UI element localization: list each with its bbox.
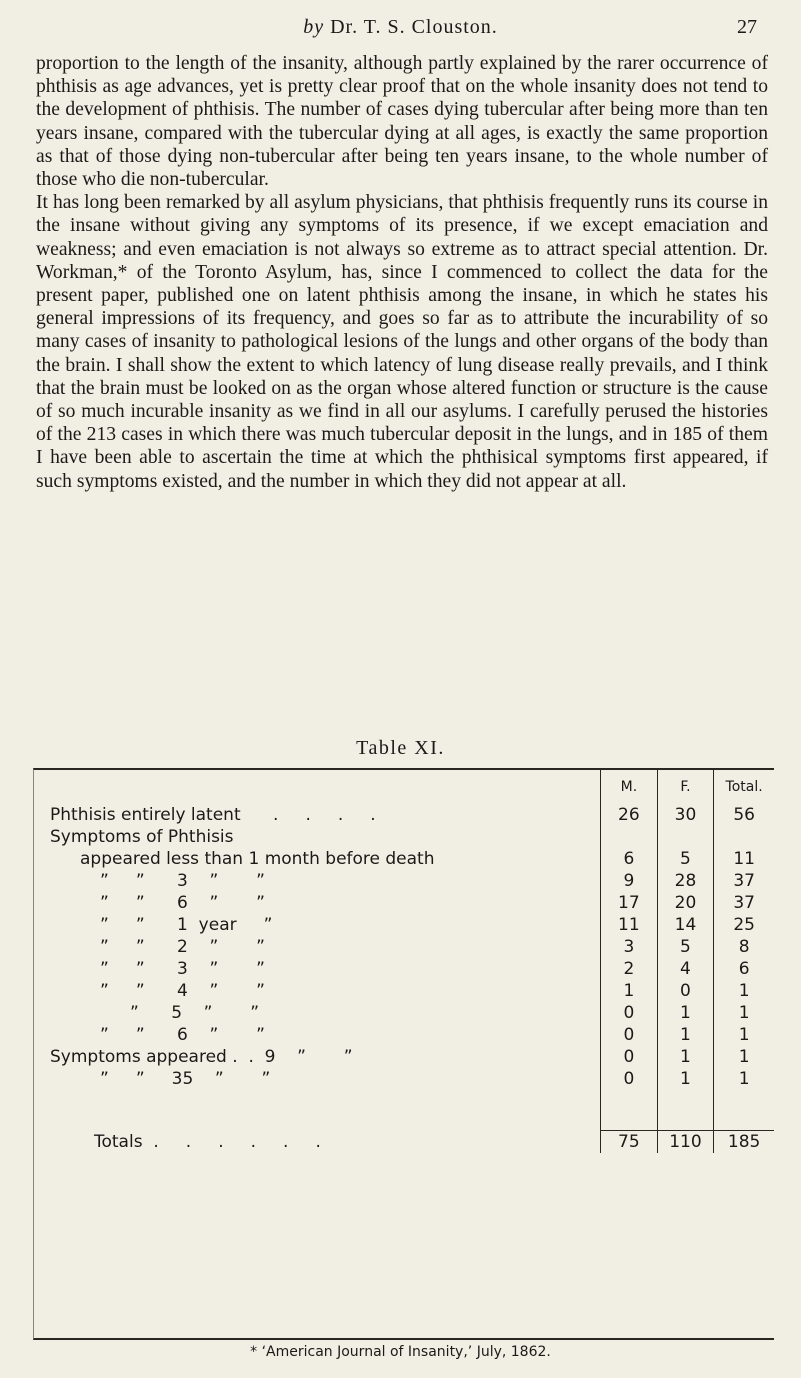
row-total: 25 xyxy=(714,914,774,936)
row-m: 0 xyxy=(601,1024,658,1046)
row-f: 20 xyxy=(657,892,714,914)
row-m: 0 xyxy=(601,1068,658,1090)
spacer-cell xyxy=(657,1090,714,1131)
running-head-author xyxy=(0,16,801,39)
table-row xyxy=(34,958,774,980)
row-m: 3 xyxy=(601,936,658,958)
header-m: M. xyxy=(601,770,658,804)
row-total: 1 xyxy=(714,1024,774,1046)
row-label: ” ” 35 ” ” xyxy=(100,1069,271,1089)
author-name: Dr. T. S. Clouston. xyxy=(330,16,498,38)
row-m: 6 xyxy=(601,848,658,870)
row-label: ” ” 6 ” ” xyxy=(100,893,265,913)
row-total: 1 xyxy=(714,1046,774,1068)
row-f: 0 xyxy=(657,980,714,1002)
table-row xyxy=(34,1024,774,1046)
table-row xyxy=(34,936,774,958)
table-header-row xyxy=(34,770,774,804)
table-row xyxy=(34,848,774,870)
row-label: ” ” 3 ” ” xyxy=(100,871,265,891)
row-label: Phthisis entirely latent . . . . xyxy=(50,805,376,825)
table-row xyxy=(34,1046,774,1068)
footnote: * ‘American Journal of Insanity,’ July, 1862. xyxy=(250,1344,551,1360)
row-label: ” 5 ” ” xyxy=(130,1003,260,1023)
row-total: 1 xyxy=(714,1002,774,1024)
row-total xyxy=(714,826,774,848)
row-label: ” ” 1 year ” xyxy=(100,915,273,935)
row-f: 28 xyxy=(657,870,714,892)
header-total: Total. xyxy=(714,770,774,804)
table-row xyxy=(34,892,774,914)
header-f: F. xyxy=(657,770,714,804)
row-m: 0 xyxy=(601,1046,658,1068)
row-f: 1 xyxy=(657,1046,714,1068)
table-row xyxy=(34,1068,774,1090)
page-number: 27 xyxy=(737,16,757,38)
row-total: 37 xyxy=(714,892,774,914)
row-m: 9 xyxy=(601,870,658,892)
row-f: 5 xyxy=(657,936,714,958)
spacer-cell xyxy=(601,1090,658,1131)
row-label: Symptoms appeared . . 9 ” ” xyxy=(50,1047,353,1067)
paragraph-1: proportion to the length of the insanity, although partly explained by the rarer occurrence of phthisis as age advances, yet is pretty clear proof that on the whole insanity does not tend to the development of phthisis. The number of cases dying tubercular after being more than ten years insane, compared with the tubercular dying at all ages, is exactly the same proportion as that of those dying non-tubercular after being ten years insane, to the whole number of those who die non-tubercular. xyxy=(36,53,768,191)
row-m: 1 xyxy=(601,980,658,1002)
running-header xyxy=(0,12,801,42)
row-f xyxy=(657,826,714,848)
table-title: Table XI. xyxy=(356,737,445,759)
header-label-cell xyxy=(34,770,601,804)
row-label: ” ” 4 ” ” xyxy=(100,981,265,1001)
totals-f: 110 xyxy=(657,1131,714,1154)
row-total: 11 xyxy=(714,848,774,870)
totals-m: 75 xyxy=(601,1131,658,1154)
table-row xyxy=(34,804,774,826)
row-total: 8 xyxy=(714,936,774,958)
body-text xyxy=(36,52,768,493)
row-m: 17 xyxy=(601,892,658,914)
table-body xyxy=(34,804,774,1153)
spacer-cell xyxy=(714,1090,774,1131)
row-m: 2 xyxy=(601,958,658,980)
totals-row xyxy=(34,1131,774,1154)
row-total: 56 xyxy=(714,804,774,826)
data-table xyxy=(34,770,774,1153)
totals-total: 185 xyxy=(714,1131,774,1154)
row-m: 11 xyxy=(601,914,658,936)
row-label: appeared less than 1 month before death xyxy=(80,849,435,869)
row-label: ” ” 2 ” ” xyxy=(100,937,265,957)
table-row xyxy=(34,1002,774,1024)
row-total: 6 xyxy=(714,958,774,980)
row-m xyxy=(601,826,658,848)
spacer-cell xyxy=(34,1090,601,1131)
row-m: 26 xyxy=(601,804,658,826)
table-row xyxy=(34,914,774,936)
row-f: 1 xyxy=(657,1024,714,1046)
row-m: 0 xyxy=(601,1002,658,1024)
row-total: 1 xyxy=(714,1068,774,1090)
spacer-row xyxy=(34,1090,774,1131)
row-f: 1 xyxy=(657,1068,714,1090)
row-total: 37 xyxy=(714,870,774,892)
row-label: ” ” 6 ” ” xyxy=(100,1025,265,1045)
row-f: 30 xyxy=(657,804,714,826)
table-row xyxy=(34,870,774,892)
table-row xyxy=(34,980,774,1002)
row-f: 5 xyxy=(657,848,714,870)
table-xi xyxy=(33,768,774,1340)
row-f: 14 xyxy=(657,914,714,936)
row-total: 1 xyxy=(714,980,774,1002)
paragraph-2: It has long been remarked by all asylum physicians, that phthisis frequently runs its course in the insane without giving any symptoms of its presence, if we except emaciation and weakness; and even emaciation is not always so extreme as to attract special attention. Dr. Workman,* of the Toronto Asylum, has, since I commenced to collect the data for the present paper, published one on latent phthisis among the insane, in which he states his general impressions of its frequency, and goes so far as to attribute the incurability of so many cases of insanity to pathological lesions of the lungs and other organs of the body than the brain. I shall show the extent to which latency of lung disease really prevails, and I think that the brain must be looked on as the organ whose altered function or structure is the cause of so much incurable insanity as we find in all our asylums. I carefully perused the histories of the 213 cases in which there was much tubercular deposit in the lungs, and in 185 of them I have been able to ascertain the time at which the phthisical symptoms first appeared, if such symptoms existed, and the number in which they did not appear at all. xyxy=(36,192,768,492)
row-f: 1 xyxy=(657,1002,714,1024)
row-label: ” ” 3 ” ” xyxy=(100,959,265,979)
table-row xyxy=(34,826,774,848)
row-label: Symptoms of Phthisis xyxy=(50,827,234,847)
row-f: 4 xyxy=(657,958,714,980)
author-prefix: by xyxy=(303,16,325,38)
totals-label: Totals . . . . . . xyxy=(94,1131,321,1152)
